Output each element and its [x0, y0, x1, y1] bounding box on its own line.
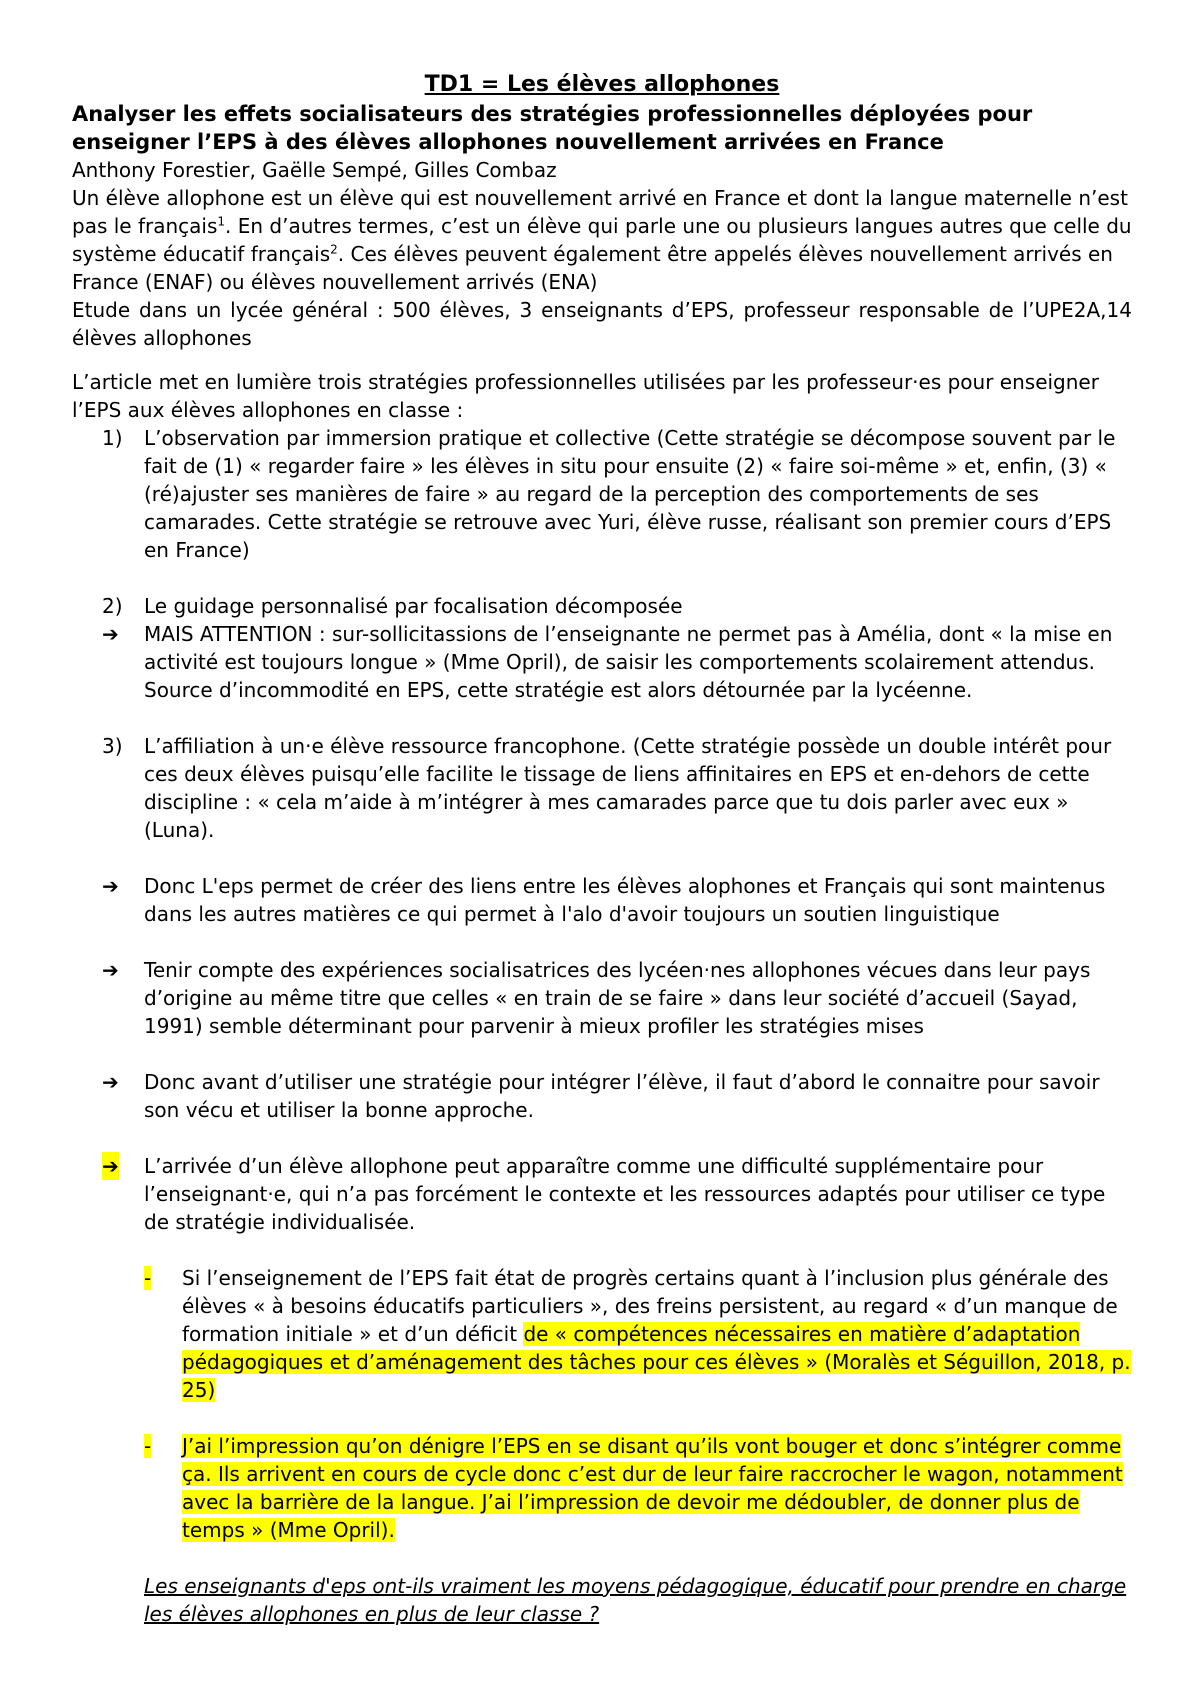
note-text: MAIS ATTENTION : sur-sollicitassions de l’enseignante ne permet pas à Amélia, dont « la mise en activité est toujours longue » (Mme Opril), de saisir les comportements scolairement attendus. Source d’incommodité en EPS, cette stratégie est alors détournée par la lycéenne.	[144, 622, 1113, 702]
document-body	[72, 70, 1132, 1628]
intro-paragraph	[72, 184, 1132, 296]
dash-item-text	[182, 1432, 1132, 1544]
article-subtitle: Analyser les effets socialisateurs des stratégies professionnelles déployées pour enseigner l’EPS à des élèves allophones nouvellement arrivées en France	[72, 102, 1033, 154]
intro-part1: Un élève allophone est un élève qui est nouvellement arrivé en France et dont la langue maternelle n’est pas le français	[72, 186, 1128, 238]
arrow-point-text: L’arrivée d’un élève allophone peut apparaître comme une difficulté supplémentaire pour l’enseignant·e, qui n’a pas forcément le contexte et les ressources adaptés pour utiliser ce type de stratégie individualisée.	[144, 1154, 1106, 1234]
article-intro: L’article met en lumière trois stratégies professionnelles utilisées par les professeur·es pour enseigner l’EPS aux élèves allophones en classe :	[72, 370, 1099, 422]
intro-part2: . En d’autres termes, c’est un élève qui parle une ou plusieurs langues autres que celle du système éducatif français	[72, 214, 1132, 266]
strategy-text: L’observation par immersion pratique et collective (Cette stratégie se décompose souvent par le fait de (1) « regarder faire » les élèves in situ pour ensuite (2) « faire soi-même » et, enfin, (3) « (ré)ajuster ses manières de faire » au regard de la perception des comportements de ses camarades. Cette stratégie se retrouve avec Yuri, élève russe, réalisant son premier cours d’EPS en France)	[144, 426, 1116, 562]
strategy-text: Le guidage personnalisé par focalisation décomposée	[144, 594, 683, 618]
arrow-point-1	[72, 872, 1132, 928]
arrow-point-text: Donc L'eps permet de créer des liens entre les élèves alophones et Français qui sont maintenus dans les autres matières ce qui permet à l'alo d'avoir toujours un soutien linguistique	[144, 874, 1106, 926]
authors: Anthony Forestier, Gaëlle Sempé, Gilles Combaz	[72, 158, 557, 182]
page-title: TD1 = Les élèves allophones	[424, 72, 780, 97]
dash-bullet: -	[144, 1266, 152, 1290]
arrow-point-2	[72, 956, 1132, 1040]
dash-item-text	[182, 1264, 1132, 1404]
arrow-icon: ➔	[102, 1154, 119, 1178]
arrow-point-3	[72, 1068, 1132, 1124]
arrow-point-text: Donc avant d’utiliser une stratégie pour intégrer l’élève, il faut d’abord le connaitre pour savoir son vécu et utiliser la bonne approche.	[144, 1070, 1100, 1122]
strategy-text: L’affiliation à un·e élève ressource francophone. (Cette stratégie possède un double intérêt pour ces deux élèves puisqu’elle facilite le tissage de liens affinitaires en EPS et en-dehors de cette discipline : « cela m’aide à m’intégrer à mes camarades parce que tu dois parler avec eux » (Luna).	[144, 734, 1112, 842]
strategy-item-1	[72, 424, 1132, 564]
list-number: 3)	[102, 734, 123, 758]
strategy-item-2	[72, 592, 1132, 620]
strategy-2-note	[72, 620, 1132, 704]
dash-bullet: -	[144, 1434, 152, 1458]
list-number: 2)	[102, 594, 123, 618]
dash-item-plain: Si l’enseignement de l’EPS fait état de progrès certains quant à l’inclusion plus générale des élèves « à besoins éducatifs particuliers », des freins persistent, au regard « d’un manque de formation initiale » et d’un déficit	[182, 1266, 1118, 1346]
arrow-icon: ➔	[102, 622, 119, 646]
dash-item-2	[72, 1432, 1132, 1544]
footnote-ref-2: 2	[330, 242, 338, 257]
arrow-icon: ➔	[102, 958, 119, 982]
footnote-ref-1: 1	[217, 214, 226, 229]
arrow-point-highlighted	[72, 1152, 1132, 1236]
closing-question: Les enseignants d'eps ont-ils vraiment les moyens pédagogique, éducatif pour prendre en charge les élèves allophones en plus de leur classe ?	[144, 1574, 1127, 1626]
arrow-icon: ➔	[102, 874, 119, 898]
study-description: Etude dans un lycée général : 500 élèves, 3 enseignants d’EPS, professeur responsable de l’UPE2A,14 élèves allophones	[72, 298, 1132, 350]
arrow-icon: ➔	[102, 1070, 119, 1094]
arrow-point-text: Tenir compte des expériences socialisatrices des lycéen·nes allophones vécues dans leur pays d’origine au même titre que celles « en train de se faire » dans leur société d’accueil (Sayad, 1991) semble déterminant pour parvenir à mieux profiler les stratégies mises	[144, 958, 1091, 1038]
dash-item-1	[72, 1264, 1132, 1404]
strategy-item-3	[72, 732, 1132, 844]
intro-part3: . Ces élèves peuvent également être appelés élèves nouvellement arrivés en France (ENAF) ou élèves nouvellement arrivés (ENA)	[72, 242, 1113, 294]
highlighted-quote: de « compétences nécessaires en matière d’adaptation pédagogiques et d’aménagement des tâches pour ces élèves » (Moralès et Séguillon, 2018, p. 25)	[182, 1322, 1131, 1402]
list-number: 1)	[102, 426, 123, 450]
highlighted-quote: J’ai l’impression qu’on dénigre l’EPS en se disant qu’ils vont bouger et donc s’intégrer comme ça. Ils arrivent en cours de cycle donc c’est dur de leur faire raccrocher le wagon, notamment avec la barrière de la langue. J’ai l’impression de devoir me dédoubler, de donner plus de temps » (Mme Opril).	[182, 1434, 1123, 1542]
